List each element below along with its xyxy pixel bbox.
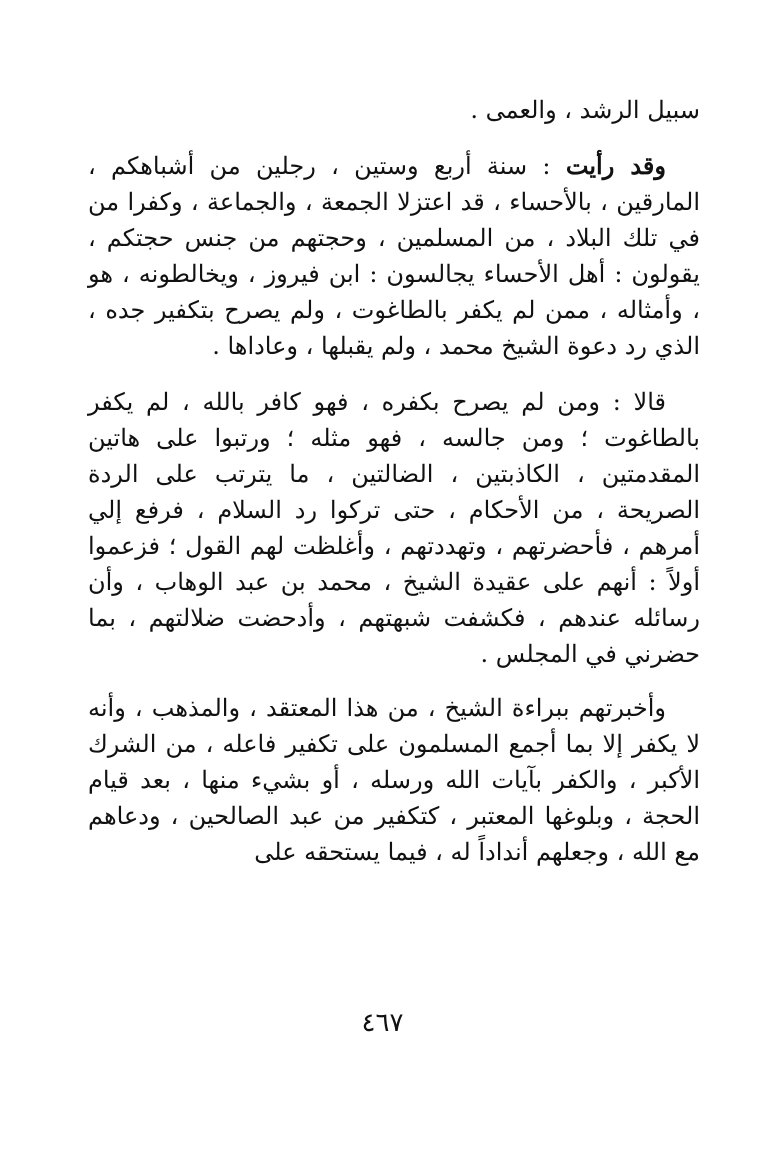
paragraph-3: وأخبرتهم ببراءة الشيخ ، من هذا المعتقد ، والمذهب ، وأنه لا يكفر إلا بما أجمع المسلمون على تكفير فاعله ، من الشرك الأكبر ، والكفر بآيات الله ورسله ، أو بشيء منها ، بعد قيام الحجة ، وبلوغها المعتبر ، كتكفير من عبد الصالحين ، ودعاهم مع الله ، وجعلهم أنداداً له ، فيما يستحقه على: [88, 694, 701, 866]
paragraph-1-lead: وقد رأيت: [565, 151, 666, 180]
paragraph-1: [88, 148, 700, 364]
page-number: ٤٦٧: [361, 1008, 404, 1038]
page-body: [88, 92, 700, 870]
paragraph-2: قالا : ومن لم يصرح بكفره ، فهو كافر بالله ، لم يكفر بالطاغوت ؛ ومن جالسه ، فهو مثله ؛ ورتبوا على هاتين المقدمتين ، الكاذبتين ، الضالتين ، ما يترتب على الردة الصريحة ، من الأحكام ، حتى تركوا رد السلام ، فرفع إلي أمرهم ، فأحضرتهم ، وتهددتهم ، وأغلظت لهم القول ؛ فزعموا أولاً : أنهم على عقيدة الشيخ ، محمد بن عبد الوهاب ، وأن رسائله عندهم ، فكشفت شبهتهم ، وأدحضت ضلالتهم ، بما حضرني في المجلس .: [88, 388, 700, 668]
paragraph-1-text: : سنة أربع وستين ، رجلين من أشباهكم ، المارقين ، بالأحساء ، قد اعتزلا الجمعة ، والجماعة ، وكفرا من في تلك البلاد ، من المسلمين ، وحجتهم من جنس حجتكم ، يقولون : أهل الأحساء يجالسون : ابن فيروز ، ويخالطونه ، هو ، وأمثاله ، ممن لم يكفر بالطاغوت ، ولم يصرح بتكفير جده ، الذي رد دعوة الشيخ محمد ، ولم يقبلها ، وعاداها .: [88, 152, 700, 360]
opening-line: سبيل الرشد ، والعمى .: [470, 96, 700, 124]
